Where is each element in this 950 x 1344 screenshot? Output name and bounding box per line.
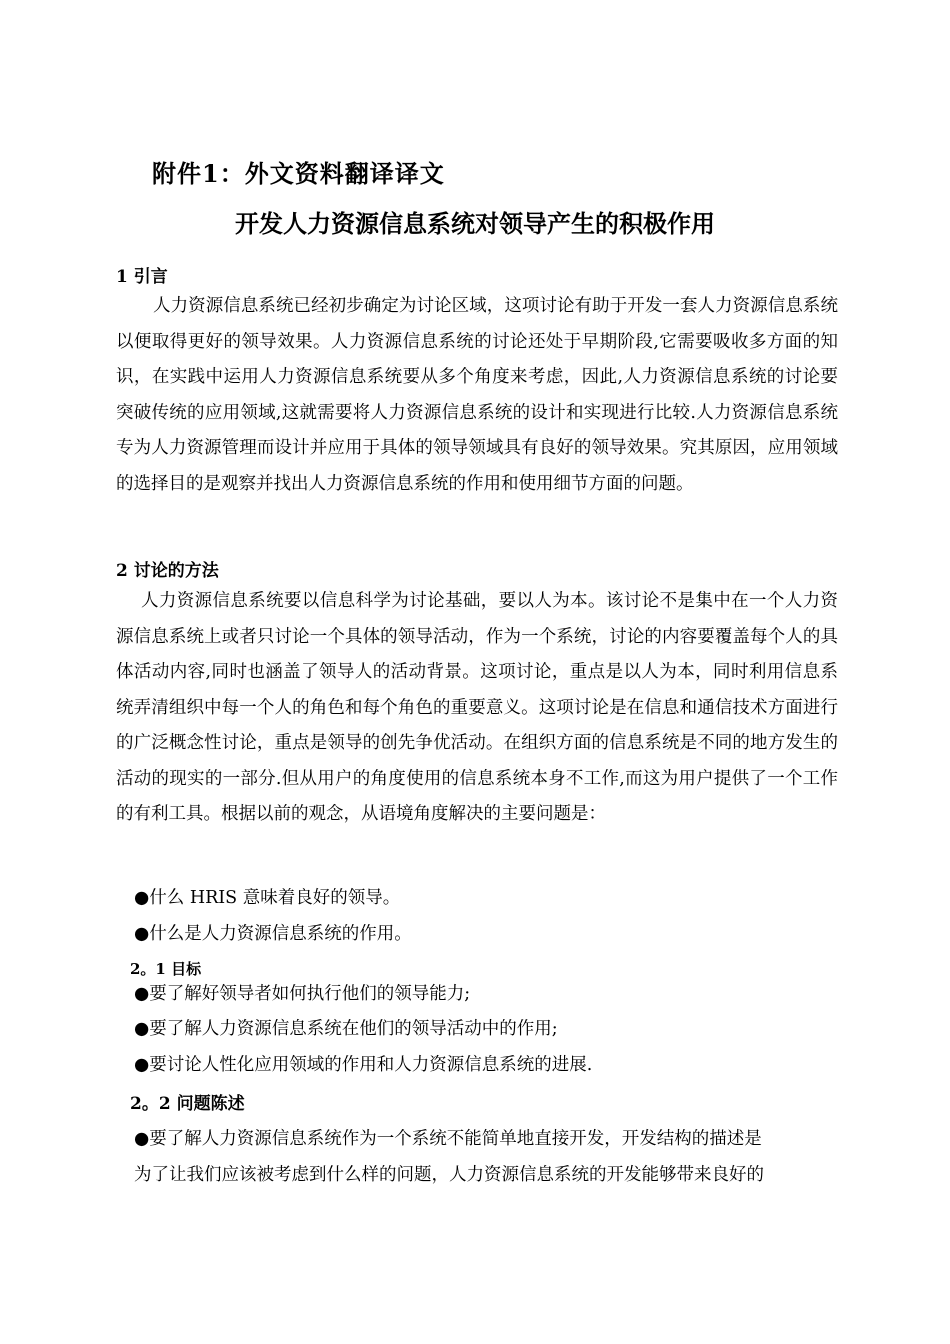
section-heading-introduction: 1 引言 [116, 267, 168, 287]
appendix-title: 附件1：外文资料翻译译文 [152, 159, 445, 188]
section-paragraph-method: 人力资源信息系统要以信息科学为讨论基础，要以人为本。该讨论不是集中在一个人力资源信息系统上或者只讨论一个具体的领导活动，作为一个系统，讨论的内容要覆盖每个人的具体活动内容,同时也涵盖了领导人的活动背景。这项讨论，重点是以人为本，同时利用信息系统弄清组织中每一个人的角色和每个角色的重要意义。这项讨论是在信息和通信技术方面进行的广泛概念性讨论，重点是领导的创先争优活动。在组织方面的信息系统是不同的地方发生的活动的现实的一部分.但从用户的角度使用的信息系统本身不工作,而这为用户提供了一个工作的有利工具。根据以前的观念，从语境角度解决的主要问题是： [116, 591, 838, 824]
bullet-item: ●什么 HRIS 意味着良好的领导。 [134, 888, 401, 908]
section-heading-method: 2 讨论的方法 [116, 561, 219, 581]
bullet-item: ●要了解人力资源信息系统在他们的领导活动中的作用; [134, 1019, 558, 1039]
bullet-item: ●要了解好领导者如何执行他们的领导能力; [134, 984, 471, 1004]
paragraph-line: 为了让我们应该被考虑到什么样的问题，人力资源信息系统的开发能够带来良好的 [134, 1165, 764, 1185]
bullet-item: ●什么是人力资源信息系统的作用。 [134, 924, 412, 944]
document-title: 开发人力资源信息系统对领导产生的积极作用 [235, 209, 715, 238]
section-heading-goals: 2。1 目标 [130, 960, 202, 978]
section-paragraph-introduction: 人力资源信息系统已经初步确定为讨论区域，这项讨论有助于开发一套人力资源信息系统以便取得更好的领导效果。人力资源信息系统的讨论还处于早期阶段,它需要吸收多方面的知识，在实践中运用人力资源信息系统要从多个角度来考虑，因此,人力资源信息系统的讨论要突破传统的应用领域,这就需要将人力资源信息系统的设计和实现进行比较.人力资源信息系统专为人力资源管理而设计并应用于具体的领导领域具有良好的领导效果。究其原因，应用领域的选择目的是观察并找出人力资源信息系统的作用和使用细节方面的问题。 [116, 296, 838, 494]
paragraph-line: ●要了解人力资源信息系统作为一个系统不能简单地直接开发，开发结构的描述是 [134, 1129, 762, 1149]
section-heading-problem-statement: 2。2 问题陈述 [130, 1094, 245, 1114]
bullet-item: ●要讨论人性化应用领域的作用和人力资源信息系统的进展. [134, 1055, 593, 1075]
